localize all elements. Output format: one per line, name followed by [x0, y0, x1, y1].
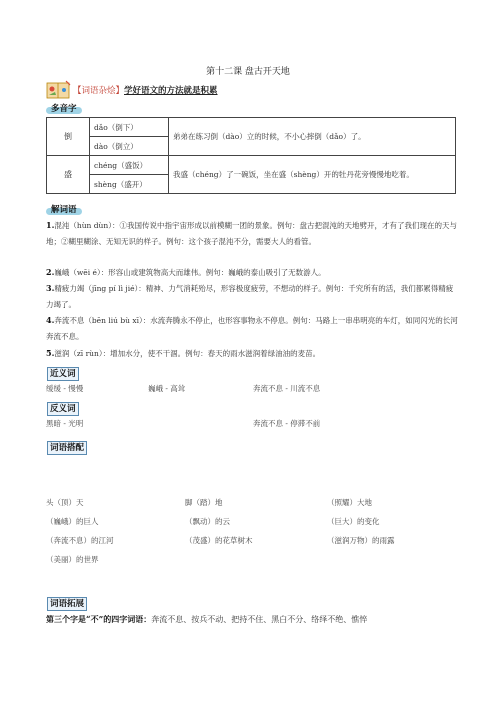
polyphone-table [46, 117, 456, 194]
collocation-item: （飘动）的云 [185, 517, 230, 526]
collocation-item: （滋润万物）的雨露 [327, 536, 395, 545]
polyphone-char: 倒 [47, 118, 90, 156]
table-row [47, 118, 456, 137]
polyphone-pron: chéng（盛饭） [90, 156, 169, 175]
header-slogan: 学好语文的方法就是积累 [124, 86, 218, 96]
collocation-item: （奔流不息）的江河 [46, 536, 114, 545]
polyphone-example: 弟弟在练习倒（dào）立的时候，不小心摔倒（dǎo）了。 [169, 118, 456, 156]
synonym-pair: 巍峨 - 高耸 [148, 384, 186, 393]
collocation-item: （巨大）的变化 [327, 517, 380, 526]
extension-line [46, 614, 367, 625]
definition-item [46, 313, 458, 344]
definition-num: 2. [46, 267, 55, 277]
definition-num: 1. [46, 220, 55, 230]
collocation-item: 脚（踏）地 [185, 498, 223, 507]
definition-text: 巍峨（wēi é）：形容山或建筑物高大而雄伟。例句：巍峨的泰山吸引了无数游人。 [54, 268, 326, 277]
definition-item [46, 265, 458, 281]
definition-item [46, 346, 458, 362]
polyphone-tag [48, 103, 80, 115]
definition-text: 混沌（hùn dùn）：①我国传说中指宇宙形成以前模糊一团的景象。例句：盘古把混沌的天地劈开，才有了我们现在的天与地；②糊里糊涂、无知无识的样子。例句：这个孩子混沌不分，需要大人的看管。 [46, 221, 457, 246]
polyphone-char: 盛 [47, 156, 90, 194]
definition-text: 滋润（zī rùn）：增加水分，使不干涸。例句：春天的雨水滋润着绿油油的麦苗。 [54, 349, 321, 358]
book-icon [46, 80, 72, 100]
extension-label: 第三个字是“不”的四字词语： [46, 614, 152, 624]
header-bracket-label: 【词语杂烩】 [73, 86, 125, 96]
synonym-pair: 缓缓 - 慢慢 [46, 384, 84, 393]
polyphone-pron: shèng（盛开） [90, 175, 169, 194]
extension-tag: 词语拓展 [47, 597, 87, 611]
definition-text: 精疲力竭（jīng pí lì jié）：精神、力气消耗殆尽，形容极度疲劳，不想动的样子。例句：千究所有的活，我们都累得精疲力竭了。 [46, 284, 454, 309]
lesson-title: 第十二课 盘古开天地 [206, 67, 290, 77]
synonyms-tag: 近义词 [47, 367, 79, 381]
definition-item [46, 281, 458, 312]
section-header [46, 80, 456, 100]
explain-tag [48, 204, 80, 216]
extension-words: 奔流不息、按兵不动、把持不住、黑白不分、络绎不绝、憔悴 [151, 615, 368, 624]
collocation-item: （巍峨）的巨人 [46, 517, 99, 526]
definition-num: 3. [46, 283, 55, 293]
definition-num: 4. [46, 315, 55, 325]
antonym-pair: 奔流不息 - 停滞不前 [253, 419, 321, 428]
antonyms-tag: 反义词 [47, 402, 79, 416]
polyphone-tag-label: 多音字 [51, 104, 77, 114]
collocation-item: 头（顶）天 [46, 498, 84, 507]
collocation-item: （照耀）大地 [327, 498, 372, 507]
synonym-pair: 奔流不息 - 川流不息 [253, 384, 321, 393]
table-row [47, 156, 456, 175]
definition-num: 5. [46, 348, 55, 358]
polyphone-pron: dǎo（倒下） [90, 118, 169, 137]
polyphone-example: 我盛（chéng）了一碗饭，坐在盛（shèng）开的牡丹花旁慢慢地吃着。 [169, 156, 456, 194]
antonym-pair: 黑暗 - 光明 [46, 419, 84, 428]
polyphone-pron: dào（倒立） [90, 137, 169, 156]
collocation-tag: 词语搭配 [47, 441, 87, 455]
definition-text: 奔流不息（bēn liú bù xī）：水流奔腾永不停止，也形容事物永不停息。例句：马路上一串串明亮的车灯，如同闪光的长河奔流不息。 [46, 316, 458, 341]
definition-item [46, 218, 458, 249]
explain-tag-label: 解词语 [51, 205, 77, 215]
collocation-item: （茂盛）的花草树木 [185, 536, 253, 545]
header-label [73, 84, 218, 96]
collocation-item: （美丽）的世界 [46, 555, 99, 564]
